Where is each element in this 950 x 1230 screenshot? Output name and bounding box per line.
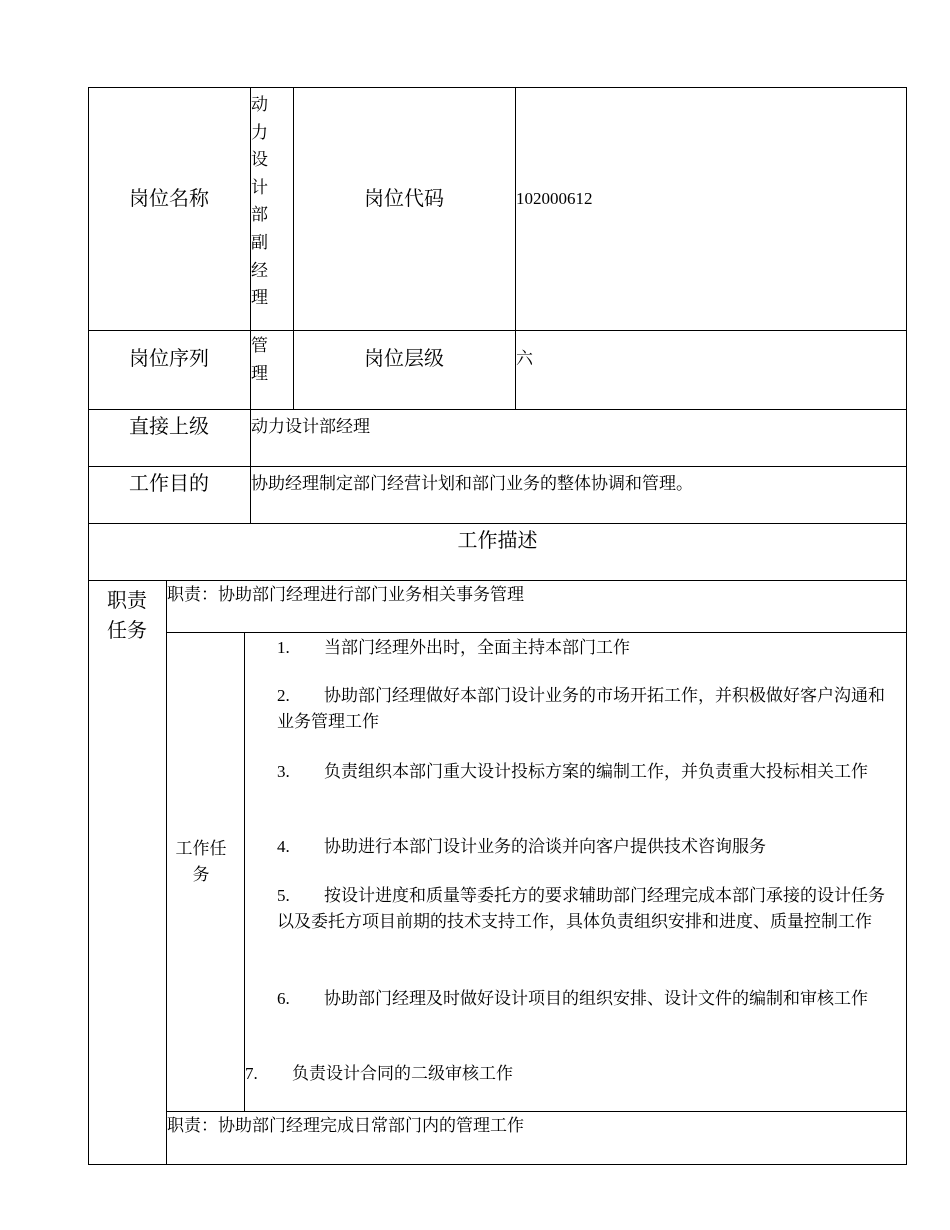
task-item: [277, 986, 895, 1012]
duty-title: 职责：协助部门经理完成日常部门内的管理工作: [167, 1116, 524, 1135]
task-number: 1.: [277, 638, 290, 657]
column-divider: [166, 580, 167, 1165]
task-item: [277, 759, 895, 785]
task-number: 7.: [245, 1064, 258, 1083]
task-number: 3.: [277, 762, 290, 781]
row-divider: [88, 409, 907, 410]
row-divider: [88, 523, 907, 524]
row-divider: [88, 466, 907, 467]
task-text: 负责设计合同的二级审核工作: [292, 1064, 513, 1083]
task-number: 5.: [277, 886, 290, 905]
duty-title: 职责：协助部门经理进行部门业务相关事务管理: [167, 585, 524, 604]
position-name-value: 动力设计部副经理: [251, 95, 268, 308]
position-code-label: 岗位代码: [364, 188, 444, 210]
level-label: 岗位层级: [364, 348, 444, 370]
level-value: 六: [516, 349, 533, 368]
task-number: 6.: [277, 989, 290, 1008]
purpose-value: 协助经理制定部门经营计划和部门业务的整体协调和管理。: [251, 474, 693, 493]
task-text: 当部门经理外出时，全面主持本部门工作: [324, 638, 630, 657]
task-item: [277, 635, 895, 661]
row-divider: [88, 330, 907, 331]
section-title: 工作描述: [457, 530, 538, 552]
task-item: [277, 834, 895, 860]
supervisor-value: 动力设计部经理: [251, 417, 370, 436]
duties-label: 职责任务: [107, 590, 147, 642]
purpose-label: 工作目的: [129, 473, 209, 495]
supervisor-label: 直接上级: [129, 416, 209, 438]
task-item: [277, 883, 895, 935]
task-text: 负责组织本部门重大设计投标方案的编制工作，并负责重大投标相关工作: [324, 762, 868, 781]
task-text: 协助部门经理及时做好设计项目的组织安排、设计文件的编制和审核工作: [324, 989, 868, 1008]
tasks-label: 工作任务: [175, 839, 227, 884]
column-divider: [244, 632, 245, 1111]
position-name-label: 岗位名称: [129, 188, 209, 210]
task-text: 协助部门经理做好本部门设计业务的市场开拓工作，并积极做好客户沟通和业务管理工作: [277, 686, 885, 731]
task-number: 4.: [277, 837, 290, 856]
sequence-value: 管理: [251, 336, 268, 383]
task-item: [245, 1061, 895, 1087]
sequence-label: 岗位序列: [129, 348, 209, 370]
row-divider: [166, 632, 907, 633]
position-code-value: 102000612: [516, 189, 593, 208]
task-item: [277, 683, 895, 735]
task-text: 协助进行本部门设计业务的洽谈并向客户提供技术咨询服务: [324, 837, 766, 856]
row-divider: [88, 580, 907, 581]
task-number: 2.: [277, 686, 290, 705]
row-divider: [166, 1111, 907, 1112]
task-text: 按设计进度和质量等委托方的要求辅助部门经理完成本部门承接的设计任务以及委托方项目前期的技术支持工作，具体负责组织安排和进度、质量控制工作: [277, 886, 885, 931]
